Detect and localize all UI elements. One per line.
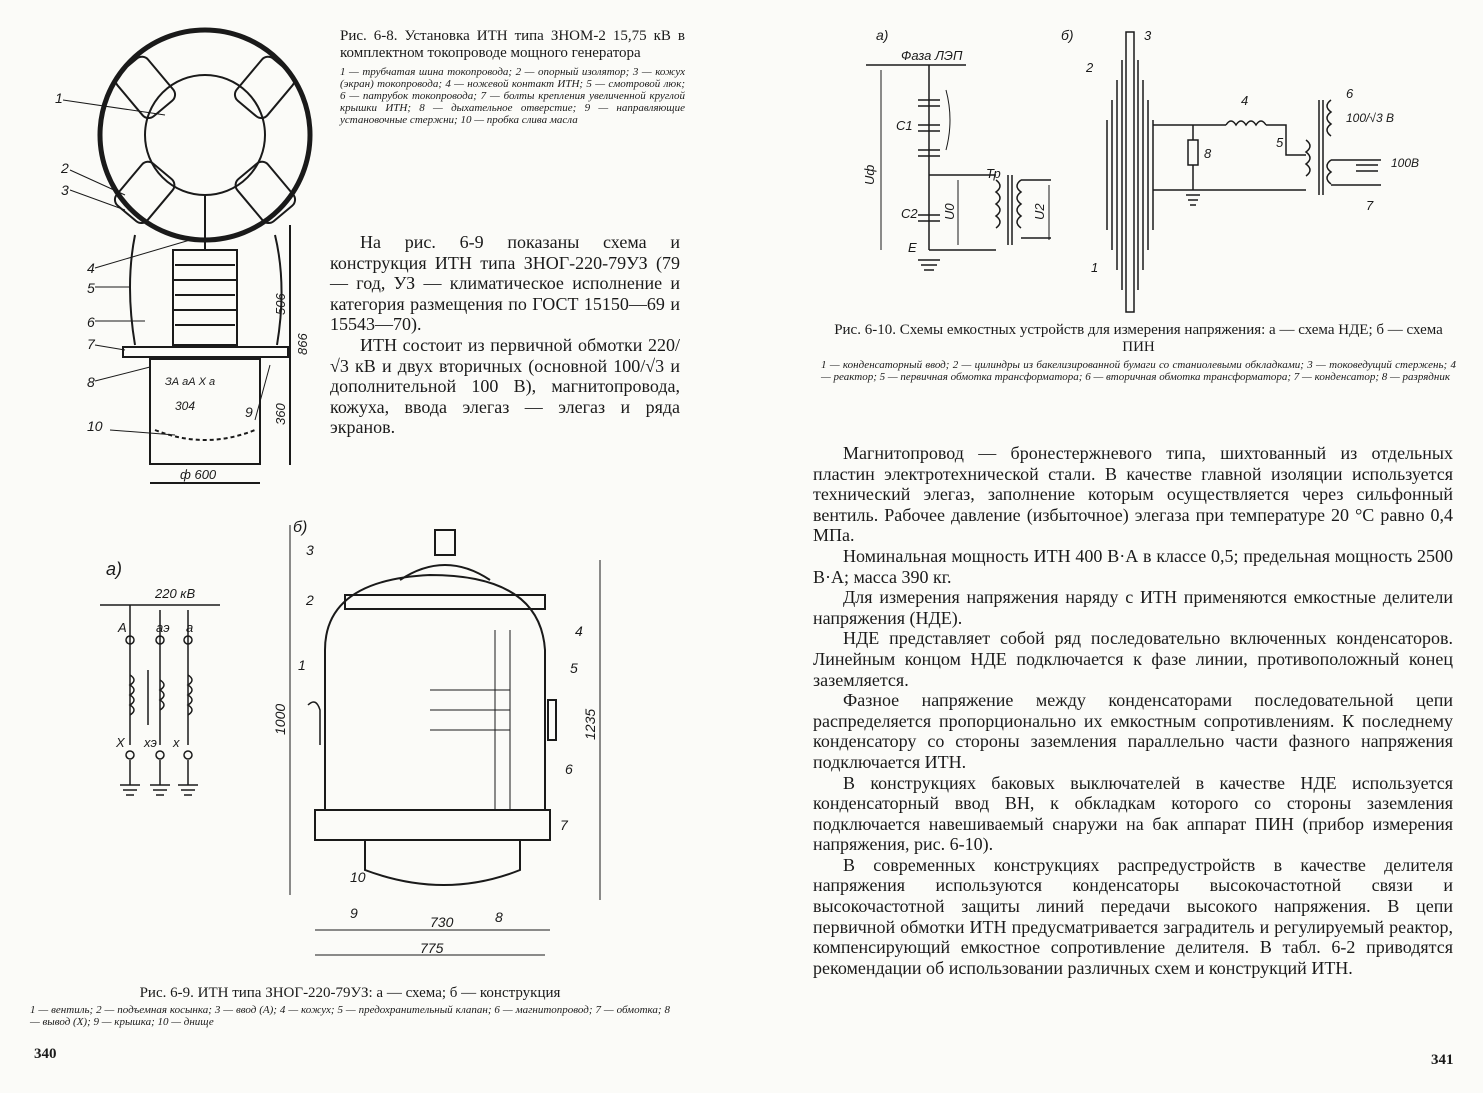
fig610-label-3: 3 — [1144, 28, 1152, 43]
fig69-title: Рис. 6-9. ИТН типа ЗНОГ-220-79УЗ: а — схема; б — конструкция — [139, 985, 561, 1001]
page-number-right: 341 — [1431, 1052, 1454, 1068]
fig68-label-8: 8 — [87, 374, 95, 390]
fig69-term-xe: xэ — [144, 735, 157, 750]
fig610-u0: U0 — [942, 203, 957, 220]
fig69-label-6: 6 — [565, 761, 573, 777]
fig69-label-2: 2 — [306, 592, 314, 608]
right-body-text — [813, 443, 1453, 978]
fig69-label-3: 3 — [306, 542, 314, 558]
right-page — [741, 0, 1483, 1093]
left-paragraph-2: ИТН состоит из первичной обмотки 220/√3 кВ и двух вторичных (основной 100/√3 и дополнительной 100 В), магнитопровода, кожуха, ввода элегаз — элегаз и ряда экранов. — [330, 334, 680, 438]
fig69-part-b: б) — [293, 519, 308, 536]
fig68-dim-866: 866 — [295, 333, 310, 355]
figure-6-9-caption — [30, 985, 670, 1028]
fig69-term-ae: aэ — [156, 620, 170, 635]
fig68-label-4: 4 — [87, 260, 95, 276]
fig69-term-x: x — [173, 735, 180, 750]
left-page — [0, 0, 741, 1093]
right-paragraph-1: Магнитопровод — бронестержневого типа, шихтованный из отдельных пластин электротехнической стали. В качестве главной изоляции используется технический элегаз, заполнение которым осуществляется через сильфонный вентиль. Рабочее давление (избыточное) элегаза при температуре 20 °С равно 0,4 МПа. — [813, 443, 1453, 546]
right-paragraph-2: Номинальная мощность ИТН 400 В·А в классе 0,5; предельная мощность 2500 В·А; масса 390 кг. — [813, 545, 1453, 587]
fig610-c2: C2 — [901, 206, 918, 221]
fig69-label-8: 8 — [495, 909, 503, 925]
fig610-label-8: 8 — [1204, 146, 1212, 161]
fig69-label-7: 7 — [560, 817, 568, 833]
fig69-dim-1235: 1235 — [582, 708, 598, 740]
right-paragraph-6: В конструкциях баковых выключателей в качестве НДЕ используется конденсаторный ввод ВН, к обкладкам которого со стороны заземления подключается навешиваемый снаружи на бак аппарат ПИН (прибор измерения напряжения, рис. 6-10). — [813, 772, 1453, 855]
fig610-title: Рис. 6-10. Схемы емкостных устройств для измерения напряжения: а — схема НДЕ; б — схема ПИН — [834, 322, 1443, 355]
fig610-label-2: 2 — [1086, 60, 1094, 75]
fig68-label-3: 3 — [61, 182, 69, 198]
fig68-dim-304: 304 — [175, 399, 196, 413]
right-paragraph-3: Для измерения напряжения наряду с ИТН применяются емкостные делители напряжения (НДЕ). — [813, 587, 1453, 628]
fig69-label-1: 1 — [298, 657, 306, 673]
fig69-label-4: 4 — [575, 623, 583, 639]
figure-6-8-caption — [340, 28, 685, 126]
fig610-part-a: а) — [876, 27, 889, 43]
right-paragraph-4: НДЕ представляет собой ряд последовательно включенных конденсаторов. Линейным концом НДЕ подключается к фазе линии, противоположный конец заземляется. — [813, 628, 1453, 690]
fig610-label-5: 5 — [1276, 135, 1284, 150]
fig68-dim-600: ф 600 — [180, 467, 217, 482]
fig69-label-9: 9 — [350, 905, 358, 921]
fig610-c1: C1 — [896, 118, 913, 133]
figure-6-10-caption — [821, 322, 1456, 383]
fig68-legend: 1 — трубчатая шина токопровода; 2 — опорный изолятор; 3 — кожух (экран) токопровода; 4 — ножевой контакт ИТН; 5 — смотровой люк; 6 — патрубок токопровода; 7 — болты крепления увеличенной круглой крышки ИТН; 8 — дыхательное отверстие; 9 — направляющие установочные стержни; 10 — пробка слива масла — [340, 66, 685, 126]
fig610-phase: Фаза ЛЭП — [901, 48, 963, 63]
fig68-label-6: 6 — [87, 314, 95, 330]
fig610-label-4: 4 — [1241, 93, 1249, 108]
fig610-u2: U2 — [1032, 203, 1047, 220]
figure-6-10-drawing — [836, 20, 1476, 320]
fig610-label-1: 1 — [1091, 260, 1099, 275]
left-body-text — [330, 232, 680, 438]
fig610-volt-1: 100/√3 В — [1346, 111, 1394, 125]
fig610-volt-2: 100В — [1391, 156, 1420, 170]
fig69-part-a: а) — [106, 559, 123, 579]
fig69-legend: 1 — вентиль; 2 — подъемная косынка; 3 — ввод (А); 4 — кожух; 5 — предохранительный клапан; 6 — магнитопровод; 7 — обмотка; 8 — вывод (Х); 9 — крышка; 10 — днище — [30, 1004, 670, 1028]
fig610-label-7: 7 — [1366, 198, 1374, 213]
fig68-dim-506: 506 — [273, 293, 288, 315]
fig68-label-10: 10 — [87, 418, 103, 434]
left-paragraph-1: На рис. 6-9 показаны схема и конструкция ИТН типа ЗНОГ-220-79УЗ (79 — год, УЗ — климатическое исполнение и категория размещения по ГОСТ 15150—69 и 15543—70). — [330, 232, 680, 335]
page-number-left: 340 — [34, 1046, 57, 1062]
fig69-term-a: a — [186, 620, 194, 635]
fig610-tr: Тр — [986, 166, 1001, 181]
fig69-dim-730: 730 — [430, 914, 454, 930]
right-paragraph-7: В современных конструкциях распредустройств в качестве делителя напряжения используются конденсаторы высокочастотной связи и высокочастотной защиты линий передачи высокого напряжения. В цепи первичной обмотки ИТН предусматривается заградитель и регулируемый реактор, компенсирующий емкостное сопротивление делителя. В табл. 6-2 приводятся рекомендации об использовании различных схем и конструкций ИТН. — [813, 854, 1453, 978]
fig69-term-A: A — [118, 620, 127, 635]
figure-6-9-drawing — [100, 510, 700, 980]
fig69-voltage: 220 кВ — [155, 586, 196, 601]
fig610-uf: Uф — [862, 164, 877, 185]
fig69-label-5: 5 — [570, 660, 578, 676]
fig68-label-7: 7 — [87, 336, 95, 352]
fig68-label-2: 2 — [61, 160, 69, 176]
fig610-e: E — [908, 240, 917, 255]
fig68-title: Рис. 6-8. Установка ИТН типа ЗНОМ-2 15,75 кВ в комплектном токопроводе мощного генератора — [340, 28, 685, 61]
fig69-label-10: 10 — [350, 869, 366, 885]
fig610-label-6: 6 — [1346, 86, 1354, 101]
fig68-dim-360: 360 — [273, 403, 288, 425]
fig68-label-1: 1 — [55, 90, 63, 106]
fig68-label-5: 5 — [87, 280, 95, 296]
fig610-legend: 1 — конденсаторный ввод; 2 — цилиндры из бакелизированной бумаги со станиолевыми обкладками; 3 — токоведущий стержень; 4 — реактор; 5 — первичная обмотка трансформатора; 6 — вторичная обмотка трансформатора; 7 — конденсатор; 8 — разрядник — [821, 359, 1456, 383]
fig610-part-b: б) — [1061, 27, 1074, 43]
fig69-dim-1000: 1000 — [272, 703, 288, 735]
fig69-term-X: X — [116, 735, 125, 750]
figure-6-8-drawing — [55, 25, 355, 495]
right-paragraph-5: Фазное напряжение между конденсаторами последовательной цепи распределяется пропорционально их емкостным сопротивлениям. К последнему конденсатору со стороны заземления параллельно части фазного напряжения подключается ИТН. — [813, 690, 1453, 772]
fig68-label-9: 9 — [245, 404, 253, 420]
fig68-terminals: ЗА аА Х а — [165, 376, 216, 388]
fig69-dim-775: 775 — [420, 940, 444, 956]
